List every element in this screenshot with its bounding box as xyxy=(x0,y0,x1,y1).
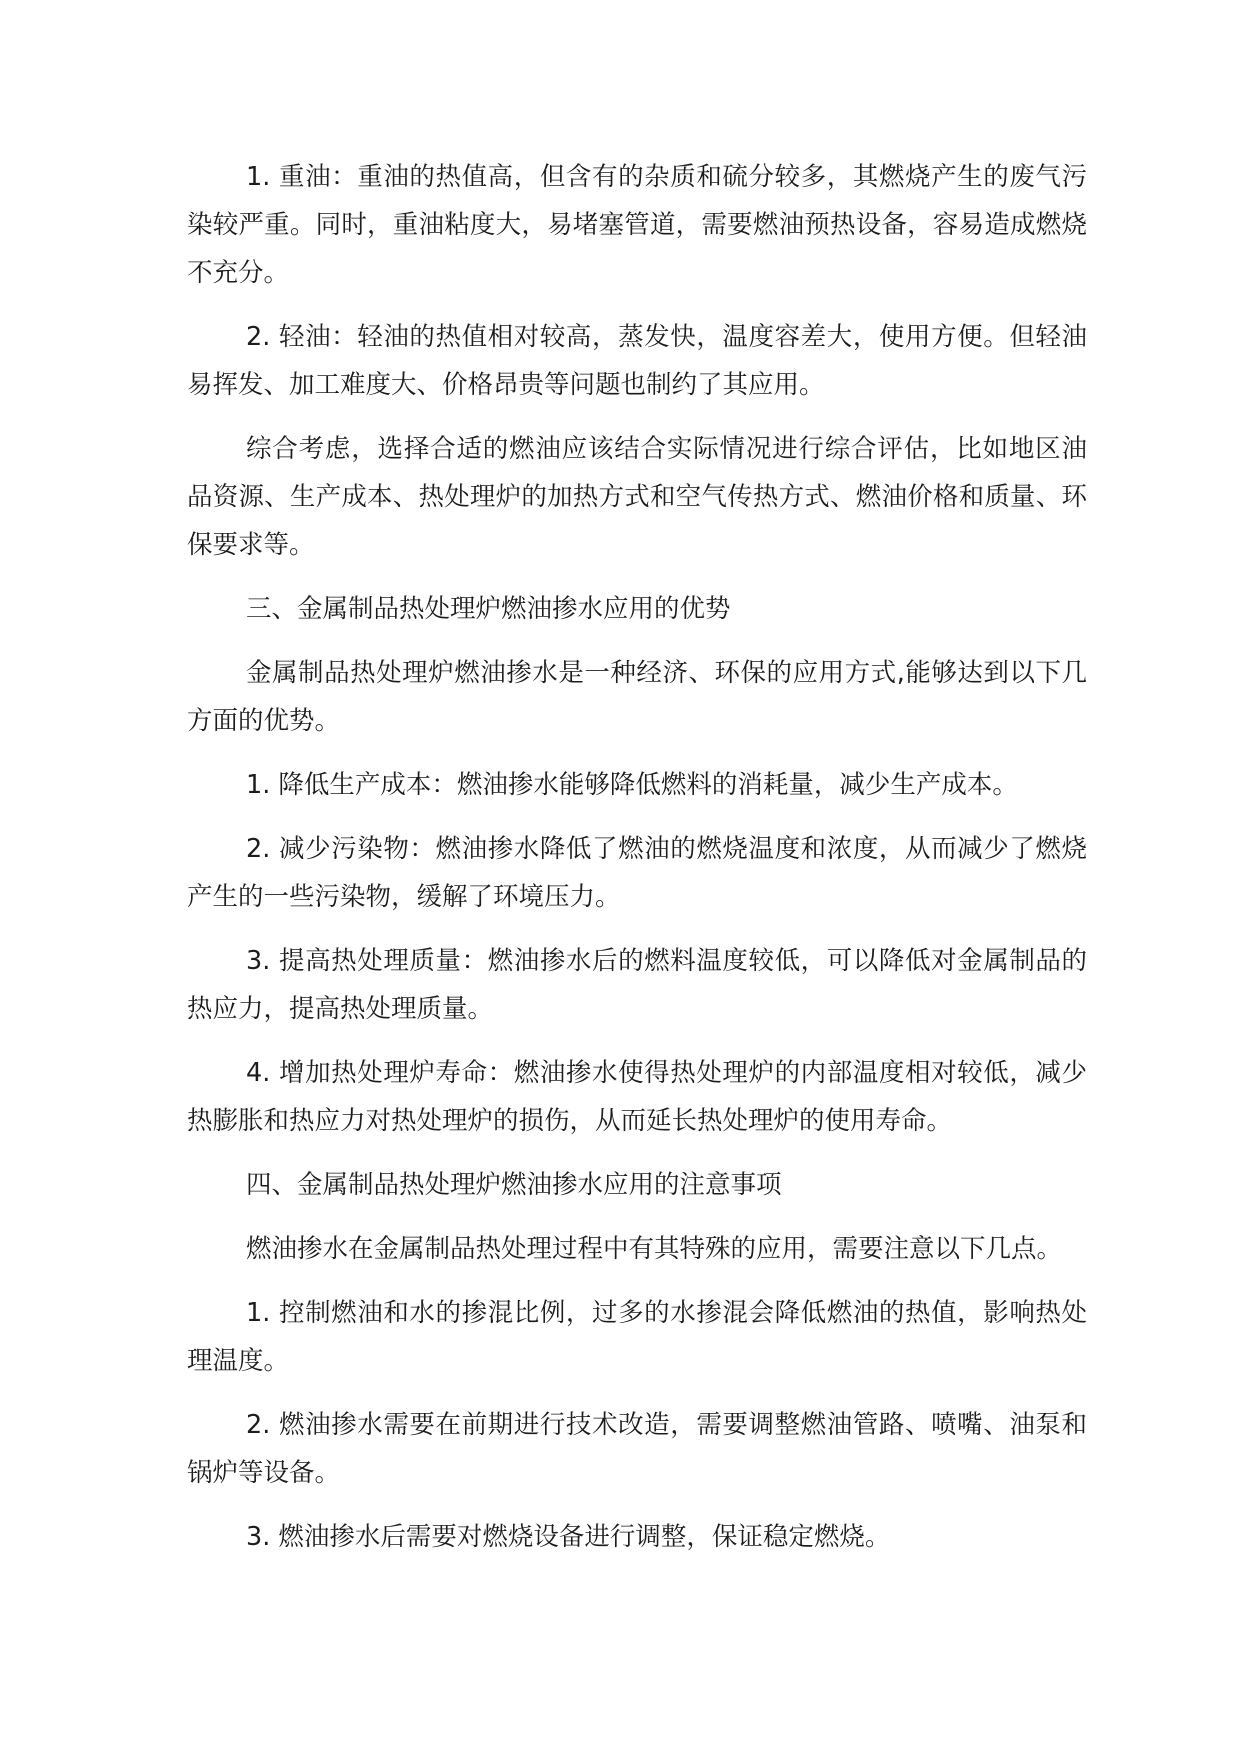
section-heading-advantages: 三、金属制品热处理炉燃油掺水应用的优势 xyxy=(246,594,731,624)
list-item-adjust-burner: 3. 燃油掺水后需要对燃烧设备进行调整，保证稳定燃烧。 xyxy=(246,1522,891,1552)
list-item-mix-ratio: 1. 控制燃油和水的掺混比例，过多的水掺混会降低燃油的热值，影响热处理温度。 xyxy=(187,1298,1087,1376)
paragraph-heavy-oil: 1. 重油：重油的热值高，但含有的杂质和硫分较多，其燃烧产生的废气污染较严重。同时，重油粘度大，易堵塞管道，需要燃油预热设备，容易造成燃烧不充分。 xyxy=(187,162,1087,288)
list-item-reduce-pollution: 2. 减少污染物：燃油掺水降低了燃油的燃烧温度和浓度，从而减少了燃烧产生的一些污染物，缓解了环境压力。 xyxy=(187,834,1087,912)
list-item-reduce-cost: 1. 降低生产成本：燃油掺水能够降低燃料的消耗量，减少生产成本。 xyxy=(246,770,1018,800)
list-item-extend-life: 4. 增加热处理炉寿命：燃油掺水使得热处理炉的内部温度相对较低，减少热膨胀和热应力对热处理炉的损伤，从而延长热处理炉的使用寿命。 xyxy=(187,1058,1087,1136)
paragraph-advantages-intro: 金属制品热处理炉燃油掺水是一种经济、环保的应用方式,能够达到以下几方面的优势。 xyxy=(187,658,1087,736)
paragraph-light-oil: 2. 轻油：轻油的热值相对较高，蒸发快，温度容差大，使用方便。但轻油易挥发、加工难度大、价格昂贵等问题也制约了其应用。 xyxy=(187,322,1087,400)
paragraph-summary: 综合考虑，选择合适的燃油应该结合实际情况进行综合评估，比如地区油品资源、生产成本、热处理炉的加热方式和空气传热方式、燃油价格和质量、环保要求等。 xyxy=(187,434,1087,560)
section-heading-precautions: 四、金属制品热处理炉燃油掺水应用的注意事项 xyxy=(246,1170,782,1200)
paragraph-precautions-intro: 燃油掺水在金属制品热处理过程中有其特殊的应用，需要注意以下几点。 xyxy=(246,1234,1063,1264)
list-item-improve-quality: 3. 提高热处理质量：燃油掺水后的燃料温度较低，可以降低对金属制品的热应力，提高热处理质量。 xyxy=(187,946,1087,1024)
document-body xyxy=(187,153,1087,1577)
list-item-retrofit: 2. 燃油掺水需要在前期进行技术改造，需要调整燃油管路、喷嘴、油泵和锅炉等设备。 xyxy=(187,1410,1087,1488)
